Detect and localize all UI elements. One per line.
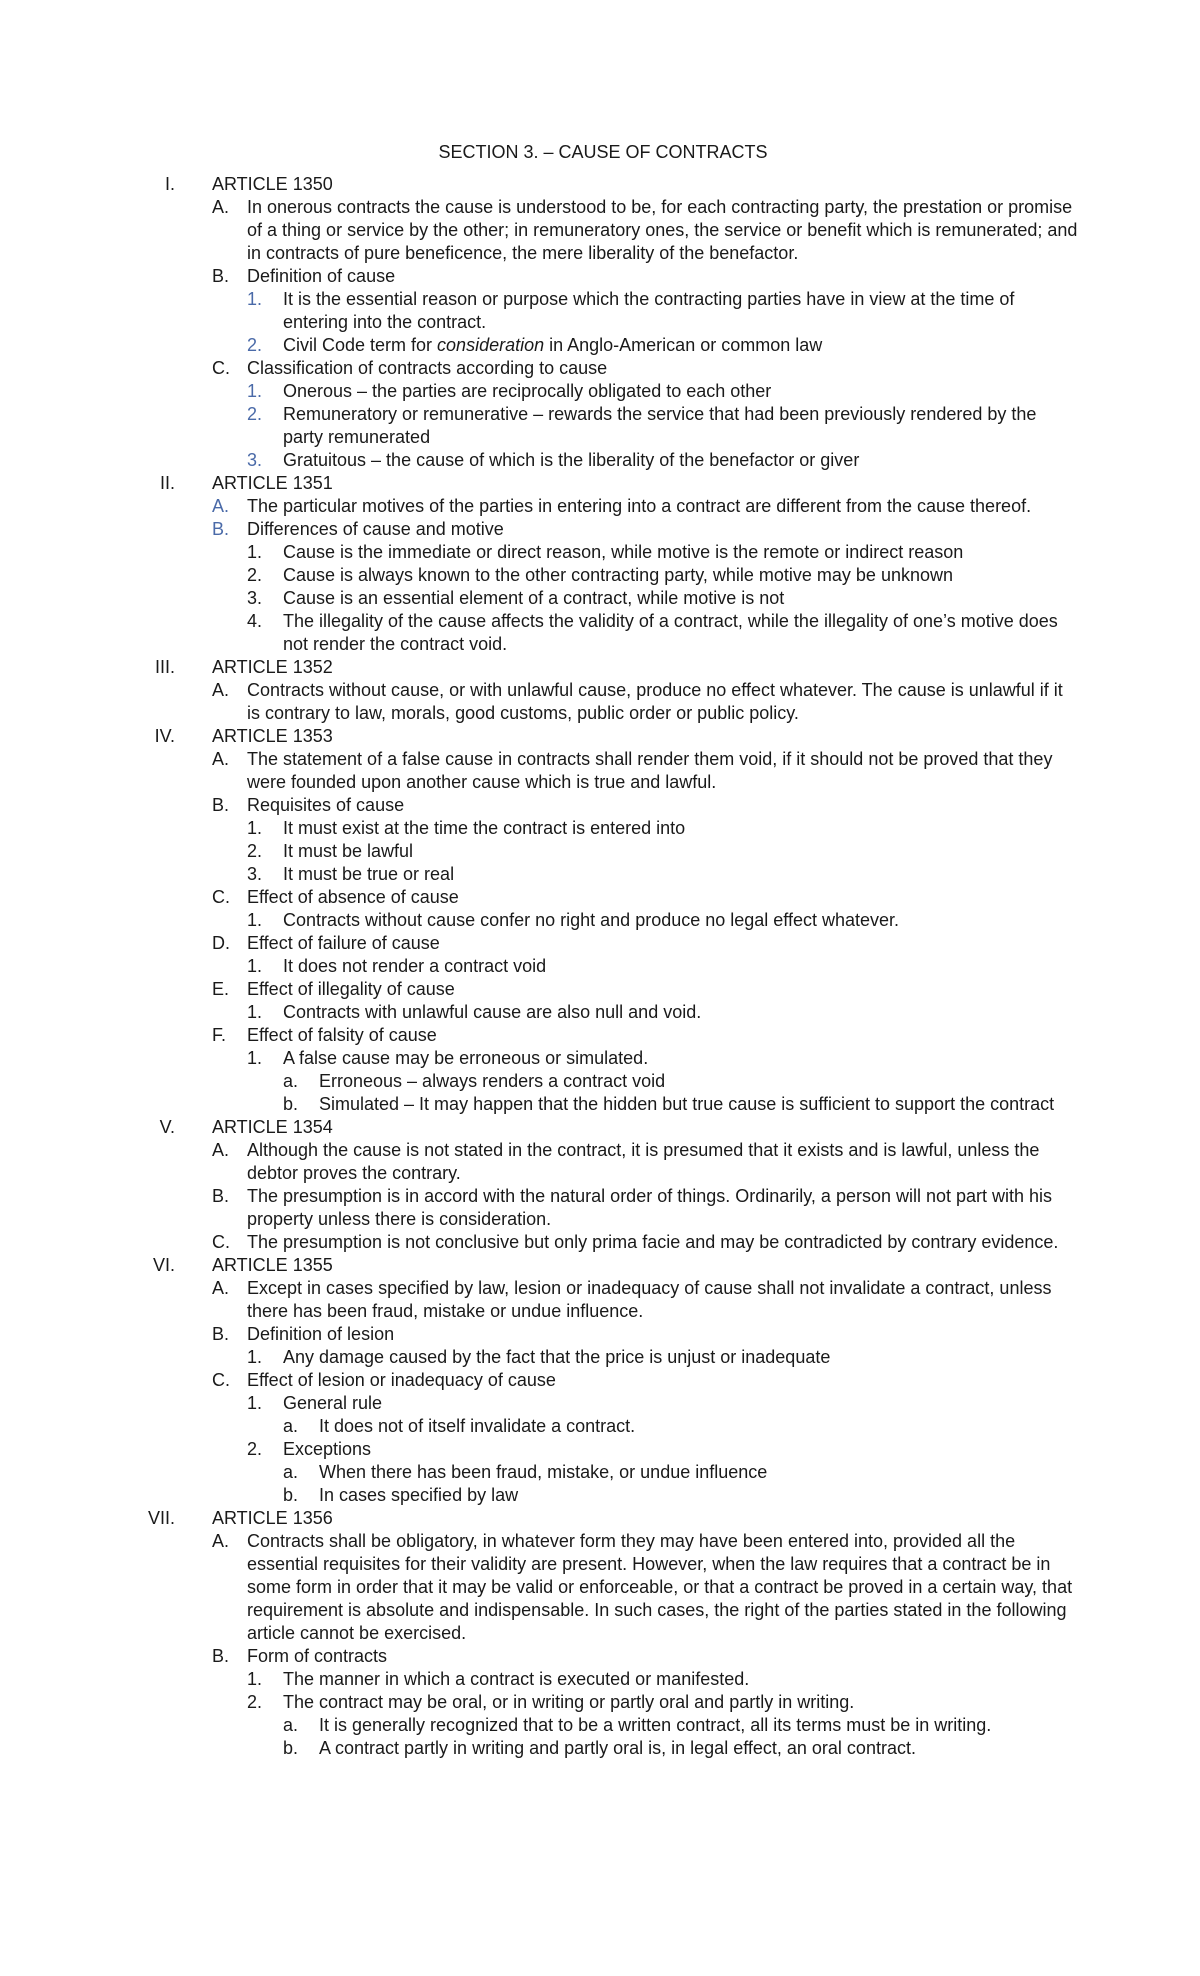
list-marker: A. xyxy=(212,1531,230,1551)
item-text: The presumption is in accord with the natural order of things. Ordinarily, a person will not part with his property unless there is consideration. xyxy=(247,1186,1053,1229)
list-marker: 1. xyxy=(247,381,263,401)
item-text: Gratuitous – the cause of which is the liberality of the benefactor or giver xyxy=(283,450,860,470)
outline-subitem xyxy=(120,1346,1080,1369)
item-text: It does not render a contract void xyxy=(283,956,547,976)
outline-subitem xyxy=(120,564,1080,587)
item-text: Definition of lesion xyxy=(247,1324,395,1344)
list-marker: 1. xyxy=(247,542,263,562)
outline-item xyxy=(120,357,1080,380)
item-text: It is generally recognized that to be a written contract, all its terms must be in writing. xyxy=(319,1715,992,1735)
outline-subitem xyxy=(120,1691,1080,1714)
list-marker: VII. xyxy=(147,1508,175,1528)
outline-subitem xyxy=(120,1668,1080,1691)
outline-item xyxy=(120,1231,1080,1254)
list-marker: a. xyxy=(283,1462,299,1482)
item-text: Effect of illegality of cause xyxy=(247,979,455,999)
item-text: Erroneous – always renders a contract void xyxy=(319,1071,666,1091)
outline-item xyxy=(120,679,1080,725)
outline-subitem xyxy=(120,449,1080,472)
list-marker: II. xyxy=(159,473,175,493)
article-heading xyxy=(120,472,1080,495)
outline-subsubitem xyxy=(120,1415,1080,1438)
outline-list xyxy=(120,173,1080,1760)
list-marker: A. xyxy=(212,1140,230,1160)
list-marker: A. xyxy=(212,680,230,700)
item-text: Exceptions xyxy=(283,1439,372,1459)
outline-subitem xyxy=(120,1001,1080,1024)
outline-item xyxy=(120,1323,1080,1346)
outline-item xyxy=(120,196,1080,265)
item-text: The manner in which a contract is executed or manifested. xyxy=(283,1669,750,1689)
list-marker: b. xyxy=(283,1738,299,1758)
outline-subsubitem xyxy=(120,1714,1080,1737)
outline-subsubitem xyxy=(120,1737,1080,1760)
article-heading xyxy=(120,725,1080,748)
list-marker: B. xyxy=(212,519,230,539)
list-marker: IV. xyxy=(154,726,175,746)
list-marker: 1. xyxy=(247,910,263,930)
list-marker: 1. xyxy=(247,1669,263,1689)
outline-item xyxy=(120,1645,1080,1668)
outline-item xyxy=(120,1277,1080,1323)
outline-item xyxy=(120,265,1080,288)
outline-item xyxy=(120,1185,1080,1231)
list-marker: C. xyxy=(212,1232,230,1252)
outline-item xyxy=(120,495,1080,518)
article-heading xyxy=(120,1116,1080,1139)
list-marker: F. xyxy=(212,1025,227,1045)
outline-subitem xyxy=(120,1438,1080,1461)
item-text: Cause is the immediate or direct reason, while motive is the remote or indirect reason xyxy=(283,542,964,562)
item-text: Except in cases specified by law, lesion or inadequacy of cause shall not invalidate a contract, unless there has been fraud, mistake or undue influence. xyxy=(247,1278,1052,1321)
item-text: It is the essential reason or purpose which the contracting parties have in view at the time of entering into the contract. xyxy=(283,289,1015,332)
outline-subsubitem xyxy=(120,1461,1080,1484)
item-text: Onerous – the parties are reciprocally obligated to each other xyxy=(283,381,772,401)
item-text: ARTICLE 1353 xyxy=(212,726,333,746)
item-text: The presumption is not conclusive but only prima facie and may be contradicted by contrary evidence. xyxy=(247,1232,1059,1252)
article-heading xyxy=(120,1254,1080,1277)
item-text: Definition of cause xyxy=(247,266,396,286)
list-marker: A. xyxy=(212,749,230,769)
item-text: It must be true or real xyxy=(283,864,455,884)
item-text: Contracts without cause, or with unlawful cause, produce no effect whatever. The cause is unlawful if it is contrary to law, morals, good customs, public order or public policy. xyxy=(247,680,1063,723)
item-text: It must be lawful xyxy=(283,841,414,861)
list-marker: 2. xyxy=(247,1692,263,1712)
list-marker: 4. xyxy=(247,611,263,631)
outline-item xyxy=(120,1369,1080,1392)
outline-subitem xyxy=(120,288,1080,334)
list-marker: a. xyxy=(283,1416,299,1436)
item-text: Cause is always known to the other contracting party, while motive may be unknown xyxy=(283,565,953,585)
list-marker: D. xyxy=(212,933,230,953)
item-text: Contracts without cause confer no right and produce no legal effect whatever. xyxy=(283,910,900,930)
list-marker: I. xyxy=(164,174,175,194)
article-heading xyxy=(120,656,1080,679)
emphasis-term: consideration xyxy=(437,335,545,355)
item-text: Requisites of cause xyxy=(247,795,405,815)
list-marker: B. xyxy=(212,1646,230,1666)
list-marker: 1. xyxy=(247,1002,263,1022)
item-text: A false cause may be erroneous or simulated. xyxy=(283,1048,649,1068)
item-text: It does not of itself invalidate a contract. xyxy=(319,1416,636,1436)
list-marker: V. xyxy=(159,1117,175,1137)
list-marker: a. xyxy=(283,1071,299,1091)
list-marker: 1. xyxy=(247,289,263,309)
list-marker: B. xyxy=(212,1186,230,1206)
outline-subitem xyxy=(120,840,1080,863)
outline-item xyxy=(120,1139,1080,1185)
item-text: Contracts with unlawful cause are also null and void. xyxy=(283,1002,702,1022)
article-heading xyxy=(120,1507,1080,1530)
item-text: Civil Code term for consideration in Anglo-American or common law xyxy=(283,335,823,355)
list-marker: A. xyxy=(212,496,230,516)
list-marker: E. xyxy=(212,979,230,999)
outline-subitem xyxy=(120,1047,1080,1070)
item-text: Contracts shall be obligatory, in whatever form they may have been entered into, provided all the essential requisites for their validity are present. However, when the law requires that a contract be in some form in order that it may be valid or enforceable, or that a contract be proved in a certain way, that requirement is absolute and indispensable. In such cases, the right of the parties stated in the following article cannot be exercised. xyxy=(247,1531,1073,1643)
item-text: Effect of falsity of cause xyxy=(247,1025,437,1045)
outline-item xyxy=(120,518,1080,541)
list-marker: 3. xyxy=(247,864,263,884)
list-marker: 2. xyxy=(247,565,263,585)
list-marker: b. xyxy=(283,1094,299,1114)
outline-subitem xyxy=(120,817,1080,840)
list-marker: A. xyxy=(212,1278,230,1298)
outline-subsubitem xyxy=(120,1484,1080,1507)
outline-subsubitem xyxy=(120,1093,1080,1116)
outline-item xyxy=(120,794,1080,817)
item-text: ARTICLE 1351 xyxy=(212,473,333,493)
item-text: Effect of absence of cause xyxy=(247,887,459,907)
item-text: In cases specified by law xyxy=(319,1485,519,1505)
list-marker: 1. xyxy=(247,818,263,838)
item-text: When there has been fraud, mistake, or undue influence xyxy=(319,1462,768,1482)
item-text: Form of contracts xyxy=(247,1646,388,1666)
item-text: General rule xyxy=(283,1393,383,1413)
item-text: Effect of lesion or inadequacy of cause xyxy=(247,1370,556,1390)
list-marker: 2. xyxy=(247,335,263,355)
outline-item xyxy=(120,886,1080,909)
outline-item xyxy=(120,748,1080,794)
list-marker: 1. xyxy=(247,1347,263,1367)
outline-subitem xyxy=(120,909,1080,932)
item-text: Remuneratory or remunerative – rewards the service that had been previously rendered by the party remunerated xyxy=(283,404,1037,447)
list-marker: C. xyxy=(212,358,230,378)
item-text: ARTICLE 1356 xyxy=(212,1508,333,1528)
item-text: Classification of contracts according to cause xyxy=(247,358,608,378)
list-marker: 1. xyxy=(247,1048,263,1068)
item-text: ARTICLE 1352 xyxy=(212,657,333,677)
list-marker: B. xyxy=(212,1324,230,1344)
list-marker: B. xyxy=(212,795,230,815)
list-marker: 2. xyxy=(247,404,263,424)
list-marker: VI. xyxy=(152,1255,175,1275)
list-marker: C. xyxy=(212,1370,230,1390)
list-marker: C. xyxy=(212,887,230,907)
list-marker: 1. xyxy=(247,956,263,976)
outline-item xyxy=(120,1530,1080,1645)
list-marker: b. xyxy=(283,1485,299,1505)
list-marker: III. xyxy=(154,657,175,677)
item-text: ARTICLE 1355 xyxy=(212,1255,333,1275)
outline-subitem xyxy=(120,955,1080,978)
list-marker: 3. xyxy=(247,450,263,470)
item-text: Any damage caused by the fact that the price is unjust or inadequate xyxy=(283,1347,831,1367)
outline-subitem xyxy=(120,610,1080,656)
item-text: ARTICLE 1350 xyxy=(212,174,333,194)
outline-subitem xyxy=(120,403,1080,449)
item-text: The particular motives of the parties in entering into a contract are different from the cause thereof. xyxy=(247,496,1032,516)
item-text: Effect of failure of cause xyxy=(247,933,440,953)
item-text: It must exist at the time the contract is entered into xyxy=(283,818,686,838)
article-heading xyxy=(120,173,1080,196)
outline-subsubitem xyxy=(120,1070,1080,1093)
section-title: SECTION 3. – CAUSE OF CONTRACTS xyxy=(438,142,768,162)
item-text: Differences of cause and motive xyxy=(247,519,504,539)
item-text: The illegality of the cause affects the validity of a contract, while the illegality of one’s motive does not render the contract void. xyxy=(283,611,1058,654)
item-text: The contract may be oral, or in writing or partly oral and partly in writing. xyxy=(283,1692,855,1712)
outline-item xyxy=(120,978,1080,1001)
outline-subitem xyxy=(120,1392,1080,1415)
list-marker: 1. xyxy=(247,1393,263,1413)
item-text: A contract partly in writing and partly oral is, in legal effect, an oral contract. xyxy=(319,1738,916,1758)
list-marker: B. xyxy=(212,266,230,286)
list-marker: A. xyxy=(212,197,230,217)
item-text: The statement of a false cause in contracts shall render them void, if it should not be proved that they were founded upon another cause which is true and lawful. xyxy=(247,749,1053,792)
outline-subitem xyxy=(120,541,1080,564)
outline-item xyxy=(120,932,1080,955)
item-text: Cause is an essential element of a contract, while motive is not xyxy=(283,588,785,608)
item-text: In onerous contracts the cause is understood to be, for each contracting party, the prestation or promise of a thing or service by the other; in remuneratory ones, the service or benefit which is remunerated; and in contracts of pure beneficence, the mere liberality of the benefactor. xyxy=(247,197,1078,263)
outline-subitem xyxy=(120,587,1080,610)
item-text: Although the cause is not stated in the contract, it is presumed that it exists and is lawful, unless the debtor proves the contrary. xyxy=(247,1140,1040,1183)
item-text: ARTICLE 1354 xyxy=(212,1117,333,1137)
outline-item xyxy=(120,1024,1080,1047)
list-marker: a. xyxy=(283,1715,299,1735)
item-text: Simulated – It may happen that the hidden but true cause is sufficient to support the contract xyxy=(319,1094,1055,1114)
list-marker: 2. xyxy=(247,841,263,861)
outline-subitem xyxy=(120,334,1080,357)
list-marker: 3. xyxy=(247,588,263,608)
list-marker: 2. xyxy=(247,1439,263,1459)
outline-subitem xyxy=(120,380,1080,403)
outline-subitem xyxy=(120,863,1080,886)
